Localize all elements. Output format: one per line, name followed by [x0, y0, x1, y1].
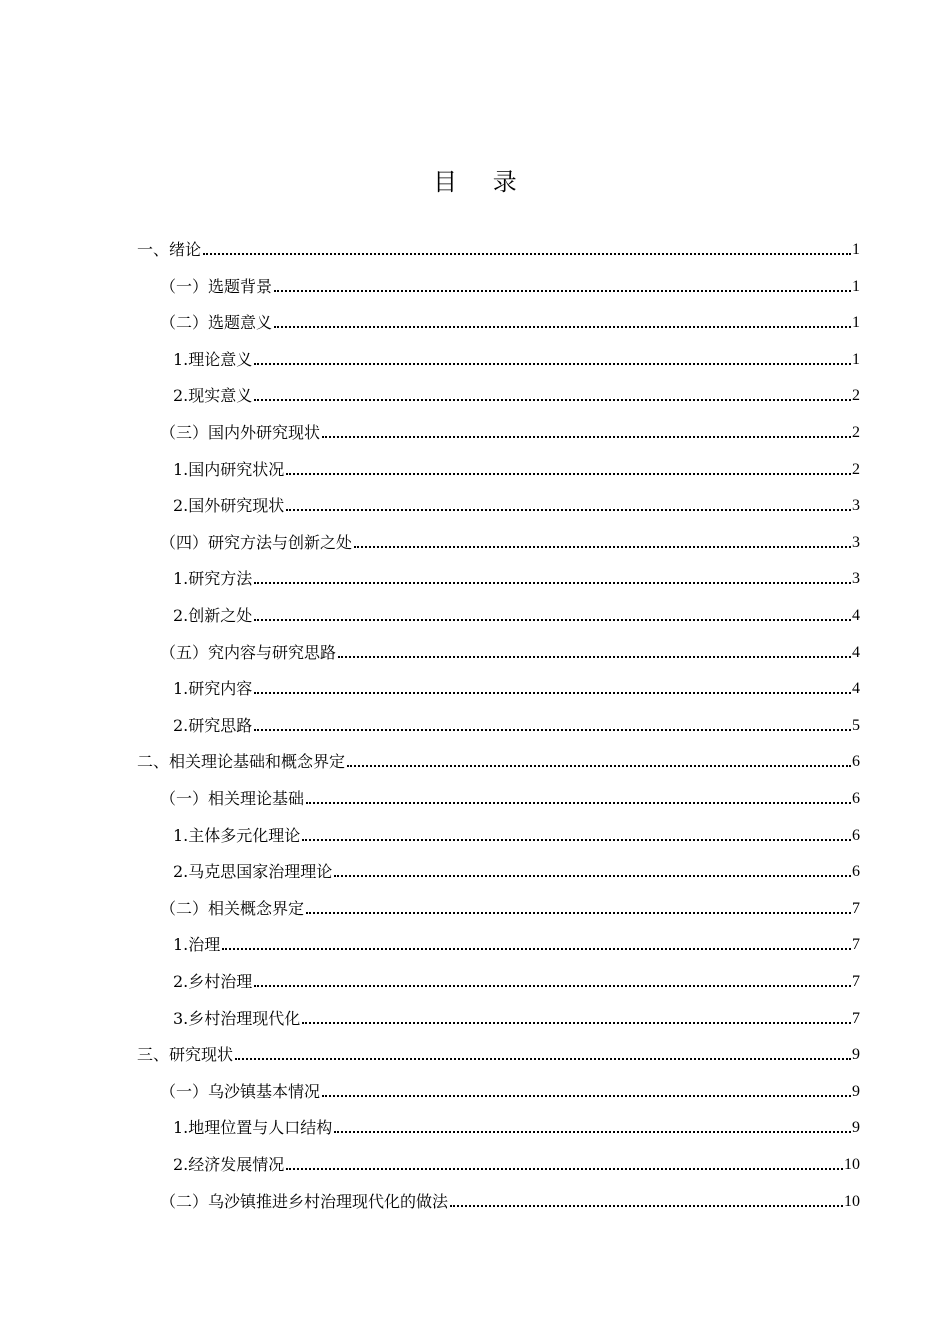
toc-entry-label: 2.国外研究现状 — [173, 496, 285, 515]
toc-leader-dots — [254, 716, 851, 736]
toc-entry[interactable] — [173, 964, 860, 1000]
toc-entry[interactable] — [137, 232, 860, 268]
toc-entry[interactable] — [173, 1110, 860, 1146]
toc-entry-page-number: 2 — [852, 387, 860, 404]
toc-entry[interactable] — [173, 598, 860, 634]
toc-entry-label: 2.马克思国家治理理论 — [173, 862, 333, 881]
toc-entry-label: 三、研究现状 — [137, 1045, 234, 1064]
toc-entry-label: 2.乡村治理 — [173, 972, 253, 991]
toc-leader-dots — [254, 606, 851, 626]
toc-entry-label: 1.研究内容 — [173, 679, 253, 698]
toc-entry-page-number: 6 — [852, 863, 860, 880]
toc-leader-dots — [254, 679, 851, 699]
toc-entry[interactable] — [173, 671, 860, 707]
toc-entry[interactable] — [160, 415, 860, 451]
toc-entry[interactable] — [160, 635, 860, 671]
toc-entry[interactable] — [160, 305, 860, 341]
toc-leader-dots — [235, 1045, 851, 1065]
toc-entry-page-number: 3 — [852, 570, 860, 587]
toc-entry[interactable] — [173, 452, 860, 488]
toc-leader-dots — [354, 533, 851, 553]
toc-entry-page-number: 1 — [852, 351, 860, 368]
toc-entry-label: （二）乌沙镇推进乡村治理现代化的做法 — [160, 1192, 449, 1211]
toc-leader-dots — [322, 423, 851, 443]
toc-entry-label: 2.研究思路 — [173, 716, 253, 735]
toc-entry[interactable] — [173, 1001, 860, 1037]
toc-entry-page-number: 2 — [852, 461, 860, 478]
toc-entry[interactable] — [173, 708, 860, 744]
toc-leader-dots — [322, 1082, 851, 1102]
toc-entry[interactable] — [173, 927, 860, 963]
toc-entry-label: 二、相关理论基础和概念界定 — [137, 752, 346, 771]
toc-leader-dots — [222, 935, 851, 955]
toc-entry-label: 1.国内研究状况 — [173, 460, 285, 479]
toc-entry[interactable] — [137, 744, 860, 780]
toc-leader-dots — [274, 313, 851, 333]
toc-entry[interactable] — [160, 525, 860, 561]
toc-entry-label: 2.经济发展情况 — [173, 1155, 285, 1174]
page-title: 目 录 — [433, 168, 531, 196]
toc-leader-dots — [203, 240, 851, 260]
toc-entry-page-number: 6 — [852, 790, 860, 807]
toc-entry-page-number: 7 — [852, 973, 860, 990]
toc-entry[interactable] — [160, 1074, 860, 1110]
toc-entry-label: 1.地理位置与人口结构 — [173, 1118, 333, 1137]
toc-leader-dots — [306, 899, 851, 919]
toc-entry-page-number: 9 — [852, 1083, 860, 1100]
toc-entry-page-number: 7 — [852, 1010, 860, 1027]
toc-leader-dots — [306, 789, 851, 809]
toc-entry-page-number: 7 — [852, 900, 860, 917]
toc-entry[interactable] — [173, 378, 860, 414]
toc-leader-dots — [254, 569, 851, 589]
toc-entry-label: （一）乌沙镇基本情况 — [160, 1082, 321, 1101]
toc-entry-label: 一、绪论 — [137, 240, 202, 259]
toc-entry-page-number: 5 — [852, 717, 860, 734]
toc-entry-label: 1.主体多元化理论 — [173, 826, 301, 845]
toc-entry-page-number: 10 — [844, 1156, 860, 1173]
toc-leader-dots — [254, 972, 851, 992]
toc-entry[interactable] — [173, 1147, 860, 1183]
toc-entry-page-number: 1 — [852, 278, 860, 295]
toc-leader-dots — [302, 826, 851, 846]
toc-leader-dots — [347, 752, 851, 772]
toc-entry[interactable] — [173, 854, 860, 890]
toc-entry-page-number: 7 — [852, 936, 860, 953]
toc-entry-page-number: 2 — [852, 424, 860, 441]
toc-entry-label: （三）国内外研究现状 — [160, 423, 321, 442]
toc-entry[interactable] — [137, 1037, 860, 1073]
toc-entry-label: 1.理论意义 — [173, 350, 253, 369]
toc-entry-page-number: 3 — [852, 497, 860, 514]
toc-entry[interactable] — [160, 891, 860, 927]
toc-entry-page-number: 1 — [852, 241, 860, 258]
toc-entry-label: （五）究内容与研究思路 — [160, 643, 337, 662]
toc-leader-dots — [334, 1118, 851, 1138]
toc-leader-dots — [338, 643, 851, 663]
toc-leader-dots — [254, 350, 851, 370]
toc-entry[interactable] — [173, 818, 860, 854]
toc-entry[interactable] — [160, 269, 860, 305]
toc-entry[interactable] — [173, 561, 860, 597]
toc-entry-label: 2.创新之处 — [173, 606, 253, 625]
toc-entry[interactable] — [173, 342, 860, 378]
toc-entry-label: （一）选题背景 — [160, 277, 273, 296]
toc-entry-page-number: 6 — [852, 753, 860, 770]
toc-entry-label: （二）选题意义 — [160, 313, 273, 332]
toc-entry-page-number: 4 — [852, 644, 860, 661]
toc-leader-dots — [286, 1155, 843, 1175]
toc-entry-label: 2.现实意义 — [173, 386, 253, 405]
toc-entry-page-number: 9 — [852, 1119, 860, 1136]
toc-leader-dots — [286, 496, 851, 516]
toc-entry-page-number: 4 — [852, 607, 860, 624]
toc-entry-page-number: 1 — [852, 314, 860, 331]
toc-leader-dots — [286, 460, 851, 480]
toc-leader-dots — [450, 1192, 843, 1212]
toc-entry[interactable] — [160, 781, 860, 817]
toc-leader-dots — [334, 862, 851, 882]
toc-leader-dots — [274, 277, 851, 297]
toc-entry-label: 1.治理 — [173, 935, 221, 954]
toc-leader-dots — [254, 386, 851, 406]
toc-entry-label: （一）相关理论基础 — [160, 789, 305, 808]
toc-entry-label: （四）研究方法与创新之处 — [160, 533, 353, 552]
toc-entry-label: 3.乡村治理现代化 — [173, 1009, 301, 1028]
toc-entry[interactable] — [160, 1184, 860, 1220]
toc-leader-dots — [302, 1009, 851, 1029]
toc-entry-label: （二）相关概念界定 — [160, 899, 305, 918]
toc-entry-page-number: 6 — [852, 827, 860, 844]
toc-entry-page-number: 3 — [852, 534, 860, 551]
toc-entry-page-number: 10 — [844, 1193, 860, 1210]
toc-entry-label: 1.研究方法 — [173, 569, 253, 588]
toc-entry[interactable] — [173, 488, 860, 524]
toc-entry-page-number: 4 — [852, 680, 860, 697]
toc-entry-page-number: 9 — [852, 1046, 860, 1063]
